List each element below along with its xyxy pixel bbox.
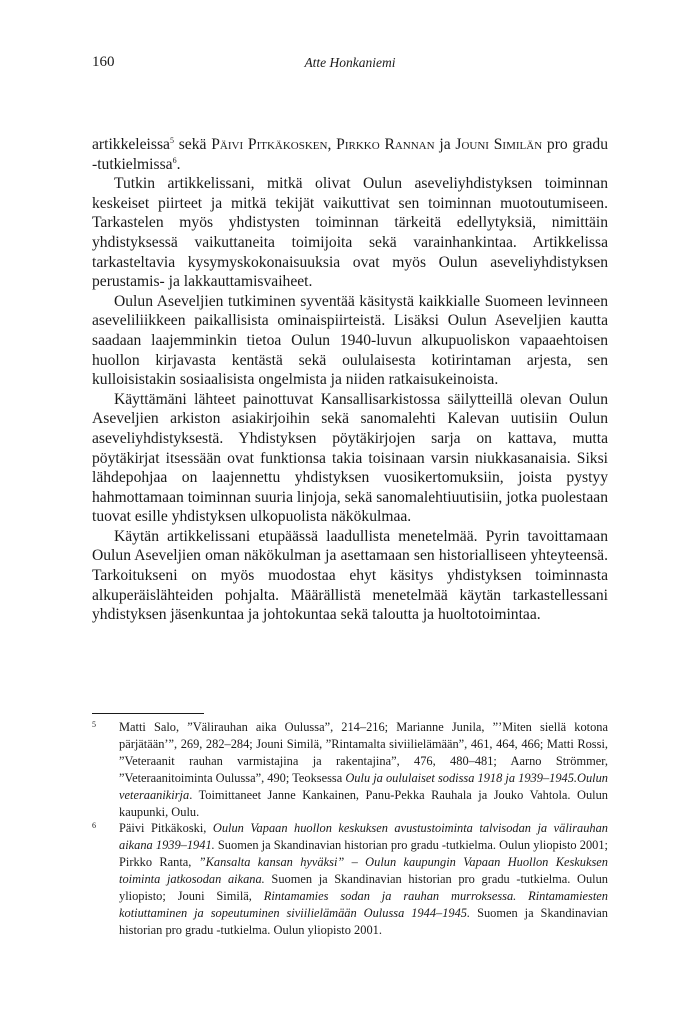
text-run: ja: [434, 136, 456, 153]
paragraph-4: Käyttämäni lähteet painottuvat Kansallisarkistossa säilytteillä olevan Oulun Aseveljien arkiston asiakirjoihin sekä sanomalehti Kalevan uutisiin Oulun aseveliyhdistyksestä. Yhdistyksen pöytäkirjojen sarja on kattava, mutta pöytäkirjat itsessään ovat funktionsa takia toisinaan varsin niukkasanaisia. Siksi lähdepohjaa on laajennettu yhdistyksen vuosikertomuksiin, joista pystyy hahmottamaan toiminnan suuria linjoja, sekä sanomalehtiuutisiin, jotka puolestaan tuovat esille yhdistyksen ulkopuolista näkökulmaa.: [92, 390, 608, 526]
paragraph-1: [92, 135, 608, 174]
footnote-number: 5: [92, 720, 96, 729]
footnote-divider: [92, 713, 204, 714]
text-run: Suomen ja Skandinavian historian pro gradu -tutkielma. Oulun yliopisto 2001.: [119, 905, 609, 937]
italic-title: Oulun Vapaan huollon keskuksen avustustoiminta talvisodan ja välirauhan aikana 1939–1941.: [119, 821, 609, 853]
italic-title: Oulu ja oululaiset sodissa 1918 ja 1939–1945.Oulun veteraanikirja: [119, 770, 608, 802]
text-run: Päivi Pitkäkoski,: [119, 821, 213, 836]
text-run: Suomen ja Skandinavian historian pro gradu -tutkielma. Oulun yliopisto; Jouni Similä,: [119, 872, 609, 904]
text-run: Matti Salo, ”Välirauhan aika Oulussa”, 214–216; Marianne Junila, ”’Miten siellä kotona pärjätään’”, 269, 282–284; Jouni Similä, ”Rintamalta siviilielämään”, 461, 464, 466; Matti Rossi, ”Veteraanit rauhan varmistajina ja rakentajina”, 476, 480–481; Aarno Strömmer, ”Veteraanitoiminta Oulussa”, 490; Teoksessa: [119, 720, 608, 785]
paragraph-2: Tutkin artikkelissani, mitkä olivat Oulun aseveliyhdistyksen toiminnan keskeiset piirteet ja mitkä tekijät vaikuttivat sen toiminnan muotoutumiseen. Tarkastelen myös yhdistysten toiminnan tärkeitä edellytyksiä, nimittäin yhdistyksessä vaikuttaneita toimijoita sekä varainhankintaa. Artikkelissa tarkasteltavia kysymyskokonaisuuksia ovat myös Oulun aseveliyhdistyksen perustamis- ja lakkauttamisvaiheet.: [92, 175, 608, 291]
page-number: 160: [92, 54, 115, 70]
footnote-ref-5: 5: [169, 136, 174, 145]
footnote-5: [92, 719, 608, 820]
text-run: ,: [327, 136, 337, 153]
text-run: .: [176, 155, 181, 173]
author-name: Päivi Pitkäkosken: [211, 136, 328, 153]
text-run: sekä: [173, 136, 212, 153]
text-run: pro gradu -tutkielmissa: [92, 136, 608, 173]
footnote-6: [92, 820, 608, 938]
italic-title: Rintamamies sodan ja rauhan murroksessa. Rintamamiesten kotiuttaminen ja sopeutuminen siviilielämään Oulussa 1944–1945.: [119, 889, 608, 920]
running-header-author: Atte Honkaniemi: [304, 55, 396, 70]
author-name: Jouni Similän: [455, 136, 543, 153]
paragraph-3: Oulun Aseveljien tutkiminen syventää käsitystä kaikkialle Suomeen levinneen aseveliliikkeen paikallisista ominaispiirteistä. Lisäksi Oulun Aseveljien kautta saadaan laajemminkin tietoa Oulun 1940-luvun alkupuoliskon vapaaehtoisen huollon kirjavasta kentästä sekä oululaisesta kotirintaman arjesta, sen kulloisistakin sosiaalisista ongelmista ja niiden ratkaisukeinoista.: [92, 292, 608, 389]
author-name: Pirkko Rannan: [336, 136, 435, 153]
italic-title: ”Kansalta kansan hyväksi” – Oulun kaupungin Vapaan Huollon Keskuksen toiminta jatkosodan aikana.: [119, 855, 608, 887]
text-run: Suomen ja Skandinavian historian pro gradu -tutkielma. Oulun yliopisto 2001; Pirkko Ranta,: [119, 838, 608, 870]
text-run: artikkeleissa: [92, 136, 170, 153]
footnote-number: 6: [92, 821, 96, 831]
footnote-ref-6: 6: [172, 155, 177, 165]
paragraph-5: Käytän artikkelissani etupäässä laadullista menetelmää. Pyrin tavoittamaan Oulun Aseveljien oman näkökulman ja asettamaan sen historialliseen yhteyteensä. Tarkoitukseni on myös muodostaa ehyt käsitys yhdistyksen toiminnasta alkuperäislähteiden pohjalta. Määrällistä menetelmää käytän tarkastellessani yhdistyksen jäsenkuntaa ja johtokuntaa sekä taloutta ja huoltotoimintaa.: [92, 527, 608, 624]
main-text: [92, 135, 608, 625]
text-run: . Toimittaneet Janne Kankainen, Panu-Pekka Rauhala ja Jouko Vahtola. Oulun kaupunki, Oulu.: [119, 787, 608, 819]
footnotes: [92, 719, 608, 939]
